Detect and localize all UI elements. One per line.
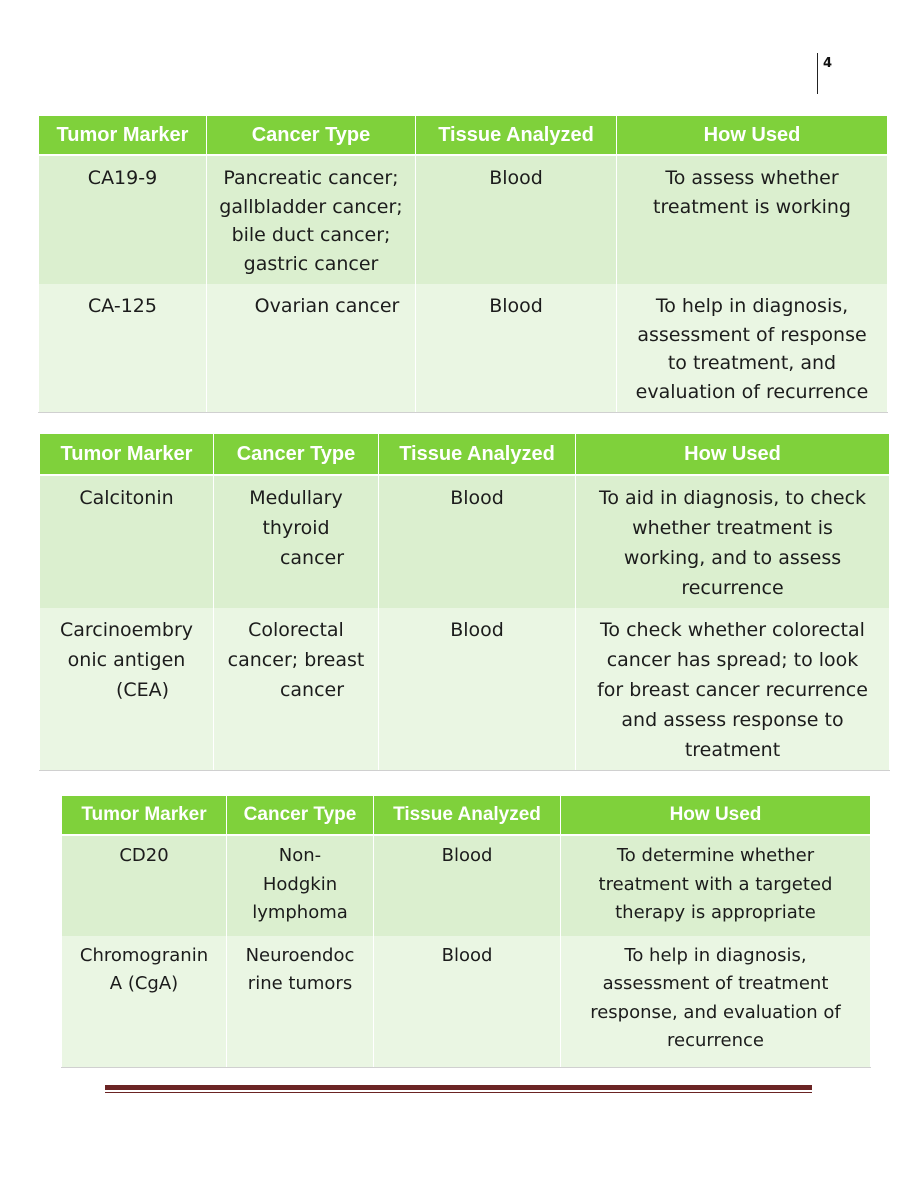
table-header-row — [40, 434, 890, 475]
table-row — [39, 284, 888, 413]
header-how-used: How Used — [617, 116, 888, 155]
table-row — [40, 608, 890, 771]
header-tumor-marker: Tumor Marker — [39, 116, 207, 155]
page-number-divider — [817, 53, 818, 94]
cell-tissue-analyzed: Blood — [379, 475, 576, 608]
header-cancer-type: Cancer Type — [214, 434, 379, 475]
header-tumor-marker: Tumor Marker — [40, 434, 214, 475]
table-row — [62, 936, 871, 1068]
header-tumor-marker: Tumor Marker — [62, 796, 227, 835]
table-row — [62, 835, 871, 936]
cell-cancer-type: Medullary thyroid cancer — [214, 475, 379, 608]
cell-cancer-type: Ovarian cancer — [207, 284, 416, 413]
page-number: 4 — [823, 56, 833, 71]
cell-tumor-marker: CD20 — [62, 835, 227, 936]
cell-how-used: To help in diagnosis, assessment of response to treatment, and evaluation of recurrence — [617, 284, 888, 413]
cell-cancer-type: Neuroendoc rine tumors — [227, 936, 374, 1068]
cell-cancer-type: Pancreatic cancer; gallbladder cancer; bile duct cancer; gastric cancer — [207, 155, 416, 284]
cell-tumor-marker: Calcitonin — [40, 475, 214, 608]
table-header-row — [39, 116, 888, 155]
table-row — [40, 475, 890, 608]
header-cancer-type: Cancer Type — [227, 796, 374, 835]
cell-how-used: To help in diagnosis, assessment of treatment response, and evaluation of recurrence — [561, 936, 871, 1068]
cell-tumor-marker: Chromogranin A (CgA) — [62, 936, 227, 1068]
tumor-marker-table-2 — [39, 434, 890, 771]
tumor-marker-table-1 — [38, 116, 888, 413]
header-tissue-analyzed: Tissue Analyzed — [416, 116, 617, 155]
header-how-used: How Used — [576, 434, 890, 475]
cell-cancer-type: Non- Hodgkin lymphoma — [227, 835, 374, 936]
cell-tissue-analyzed: Blood — [416, 155, 617, 284]
footer-divider-thin — [105, 1092, 812, 1093]
cell-tumor-marker: CA19-9 — [39, 155, 207, 284]
cell-how-used: To check whether colorectal cancer has spread; to look for breast cancer recurrence and assess response to treatment — [576, 608, 890, 771]
cell-how-used: To determine whether treatment with a targeted therapy is appropriate — [561, 835, 871, 936]
cell-tissue-analyzed: Blood — [379, 608, 576, 771]
table-header-row — [62, 796, 871, 835]
tumor-marker-table-3 — [61, 796, 871, 1068]
cell-how-used: To aid in diagnosis, to check whether treatment is working, and to assess recurrence — [576, 475, 890, 608]
cell-how-used: To assess whether treatment is working — [617, 155, 888, 284]
cell-tumor-marker: Carcinoembry onic antigen (CEA) — [40, 608, 214, 771]
header-how-used: How Used — [561, 796, 871, 835]
cell-tissue-analyzed: Blood — [374, 936, 561, 1068]
cell-tissue-analyzed: Blood — [416, 284, 617, 413]
header-tissue-analyzed: Tissue Analyzed — [379, 434, 576, 475]
header-cancer-type: Cancer Type — [207, 116, 416, 155]
cell-tumor-marker: CA-125 — [39, 284, 207, 413]
cell-cancer-type: Colorectal cancer; breast cancer — [214, 608, 379, 771]
table-row — [39, 155, 888, 284]
cell-tissue-analyzed: Blood — [374, 835, 561, 936]
footer-divider — [105, 1085, 812, 1090]
header-tissue-analyzed: Tissue Analyzed — [374, 796, 561, 835]
